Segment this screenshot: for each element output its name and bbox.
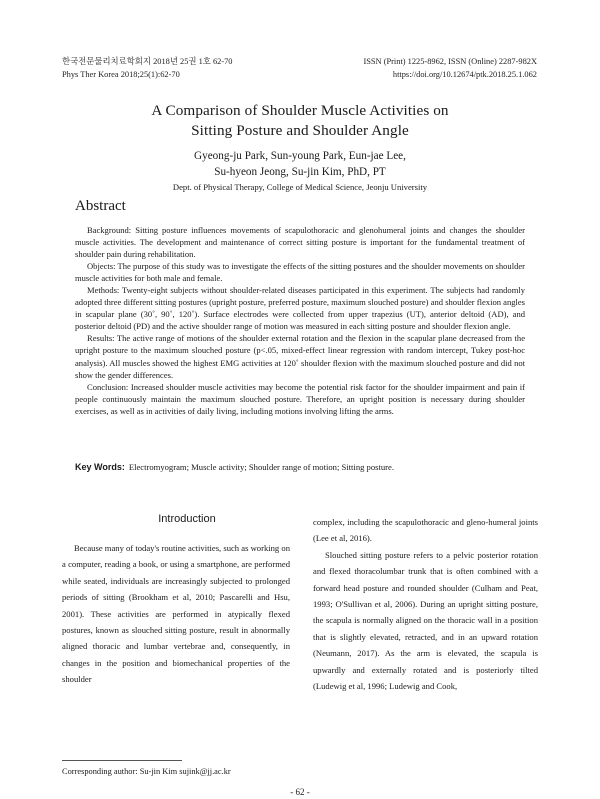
keywords-text: Electromyogram; Muscle activity; Shoulder range of motion; Sitting posture. xyxy=(128,462,395,472)
introduction-paragraph-1: Because many of today's routine activities, such as working on a computer, reading a book, or using a smartphone, are performed while seated, individuals are increasingly subjected to prolonged periods of sitting (Brookham et al, 2010; Pascarelli and Hsu, 2001). These activities are performed in atypically flexed postures, known as slouched sitting posture, result in abnormally aligned thoracic and lumbar vertebrae and, consequently, in changes in the position and biomechanical properties of the shoulder xyxy=(62,543,290,685)
corresponding-author-footnote: Corresponding author: Su-jin Kim sujink@jj.ac.kr xyxy=(62,767,231,776)
introduction-right-column xyxy=(313,514,538,694)
article-title-line-1: A Comparison of Shoulder Muscle Activities on xyxy=(151,102,449,119)
introduction-paragraph-2: Slouched sitting posture refers to a pelvic posterior rotation and flexed thoracolumbar trunk that is often combined with a forward head posture and rounded shoulder (Culham and Peat, 1993; O'Sullivan et al, 2006). During an upright sitting posture, the scapula is normally aligned on the thoracic wall in a position that is slightly elevated, retracted, and in an upward rotation (Neumann, 2017). As the arm is elevated, the scapula is upwardly and externally rotated and is posteriorly tilted (Ludewig et al, 1996; Ludewig and Cook, xyxy=(313,549,538,692)
affiliation: Dept. of Physical Therapy, College of Medical Science, Jeonju University xyxy=(172,182,428,192)
journal-header-right xyxy=(363,55,537,81)
abstract-objects: Objects: The purpose of this study was to investigate the effects of the sitting postures and the shoulder movements on shoulder muscle activities for both male and female. xyxy=(75,261,525,284)
page-number: - 62 - xyxy=(290,787,310,797)
abstract-heading: Abstract xyxy=(75,198,126,214)
abstract-background: Background: Sitting posture influences movements of scapulothoracic and glenohumeral joints and changes the shoulder muscle activities. The development and maintenance of correct sitting posture is important for the fundamental treatment of shoulder pain during rehabilitation. xyxy=(75,225,525,260)
abstract-methods: Methods: Twenty-eight subjects without shoulder-related diseases participated in this experiment. The subjects had randomly adopted three different sitting postures (upright posture, preferred posture, maximum slouched posture) and shoulder flexion angles in scapular plane (30˚, 90˚, 120˚). Surface electrodes were collected from upper trapezius (UT), anterior deltoid (AD), and posterior deltoid (PD) and the active shoulder range of motion was measured in each sitting posture and shoulder flexion angle. xyxy=(75,285,525,332)
abstract-results: Results: The active range of motions of the shoulder external rotation and the flexion in the scapular plane decreased from the upright posture to the maximum slouched posture (p<.05, mixed-effect linear regression with random intercept, Tukey post-hoc analysis). All muscles showed the highest EMG activities at 120˚ shoulder flexion with the maximum slouched posture and did not show the gender differences. xyxy=(75,333,525,380)
journal-citation-english: Phys Ther Korea 2018;25(1):62-70 xyxy=(62,70,180,79)
keywords-label: Key Words: xyxy=(75,462,125,472)
abstract-conclusion: Conclusion: Increased shoulder muscle activities may become the potential risk factor for the shoulder impairment and pain if people continuously maintain the maximum slouched posture. Therefore, an upright position is necessary during shoulder exercises, as well as in activities of daily living, including motions involving lifting the arms. xyxy=(75,381,525,416)
journal-citation-korean: 한국전문물리치료학회지 2018년 25권 1호 62-70 xyxy=(62,57,233,66)
doi-link[interactable]: https://doi.org/10.12674/ptk.2018.25.1.062 xyxy=(392,70,537,79)
journal-header-left xyxy=(62,55,233,81)
introduction-paragraph-1-continued: complex, including the scapulothoracic and gleno-humeral joints (Lee et al, 2016). xyxy=(313,517,538,544)
abstract-body xyxy=(75,224,525,417)
issn-line: ISSN (Print) 1225-8962, ISSN (Online) 2287-982X xyxy=(363,57,537,66)
introduction-heading: Introduction xyxy=(158,513,216,525)
article-title xyxy=(0,101,600,141)
article-title-line-2: Sitting Posture and Shoulder Angle xyxy=(191,122,409,139)
author-list xyxy=(0,148,600,180)
introduction-left-column xyxy=(62,540,290,688)
author-line-1: Gyeong-ju Park, Sun-young Park, Eun-jae Lee, xyxy=(194,150,406,162)
keywords xyxy=(75,461,535,473)
author-line-2: Su-hyeon Jeong, Su-jin Kim, PhD, PT xyxy=(214,166,386,178)
footnote-divider xyxy=(62,760,182,761)
